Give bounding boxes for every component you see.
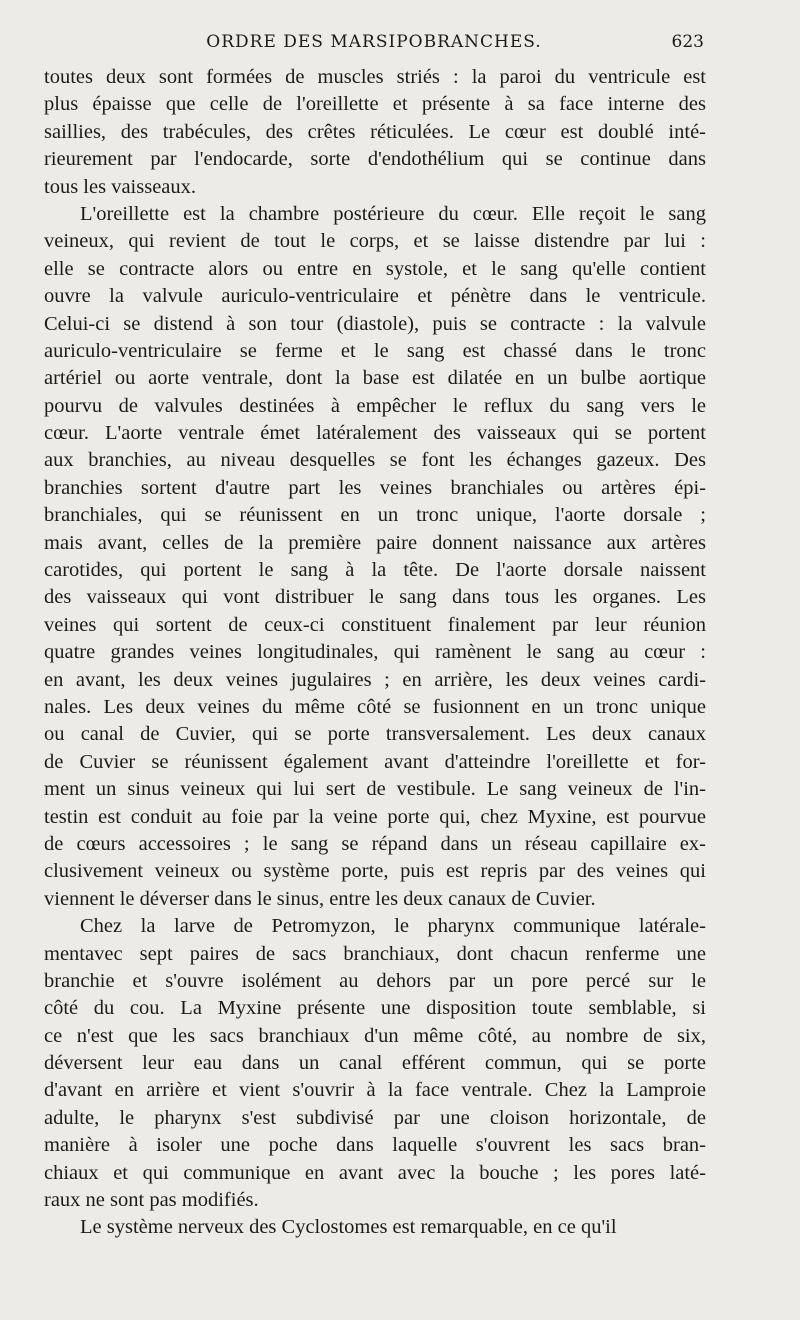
text-line: d'avant en arrière et vient s'ouvrir à la face ventrale. Chez la Lamproie	[44, 1079, 706, 1102]
running-title: ORDRE DES MARSIPOBRANCHES.	[206, 32, 542, 52]
paragraph	[44, 913, 706, 1214]
text-line: ouvre la valvule auriculo-ventriculaire et pénètre dans le ventricule.	[44, 285, 706, 308]
text-line: veines qui sortent de ceux-ci constituent finalement par leur réunion	[44, 613, 706, 636]
text-line: de cœurs accessoires ; le sang se répand dans un réseau capillaire ex-	[44, 832, 706, 855]
text-line: branchie et s'ouvre isolément au dehors par un pore percé sur le	[44, 969, 706, 992]
text-line: mentavec sept paires de sacs branchiaux, dont chacun renferme une	[44, 942, 706, 965]
body-text	[44, 64, 706, 1242]
text-line: ce n'est que les sacs branchiaux d'un même côté, au nombre de six,	[44, 1024, 706, 1047]
text-line: mais avant, celles de la première paire donnent naissance aux artères	[44, 531, 706, 554]
text-line: raux ne sont pas modifiés.	[44, 1189, 259, 1212]
text-line: déversent leur eau dans un canal efférent commun, qui se porte	[44, 1052, 706, 1075]
text-line: chiaux et qui communique en avant avec la bouche ; les pores laté-	[44, 1161, 706, 1184]
text-line: des vaisseaux qui vont distribuer le sang dans tous les organes. Les	[44, 586, 706, 609]
text-line: L'oreillette est la chambre postérieure du cœur. Elle reçoit le sang	[80, 202, 706, 225]
text-line: clusivement veineux ou système porte, puis est repris par des veines qui	[44, 860, 706, 883]
text-line: de Cuvier se réunissent également avant d'atteindre l'oreillette et for-	[44, 750, 706, 773]
text-line: toutes deux sont formées de muscles striés : la paroi du ventricule est	[44, 66, 706, 88]
text-line: viennent le déverser dans le sinus, entre les deux canaux de Cuvier.	[44, 887, 596, 910]
text-line: Chez la larve de Petromyzon, le pharynx communique latérale-	[80, 915, 706, 938]
text-line: ment un sinus veineux qui lui sert de vestibule. Le sang veineux de l'in-	[44, 778, 706, 801]
text-line: cœur. L'aorte ventrale émet latéralement des vaisseaux qui se portent	[44, 422, 706, 445]
text-line: plus épaisse que celle de l'oreillette et présente à sa face interne des	[44, 93, 706, 116]
text-line: nales. Les deux veines du même côté se fusionnent en un tronc unique	[44, 695, 706, 718]
text-line: quatre grandes veines longitudinales, qui ramènent le sang au cœur :	[44, 641, 706, 664]
page-header	[44, 30, 704, 54]
text-line: ou canal de Cuvier, qui se porte transversalement. Les deux canaux	[44, 723, 706, 746]
text-line: veineux, qui revient de tout le corps, et se laisse distendre par lui :	[44, 230, 706, 253]
text-line: Celui-ci se distend à son tour (diastole), puis se contracte : la valvule	[44, 312, 706, 335]
text-line: rieurement par l'endocarde, sorte d'endothélium qui se continue dans	[44, 148, 706, 171]
page-number: 623	[671, 32, 704, 52]
text-line: aux branchies, au niveau desquelles se font les échanges gazeux. Des	[44, 449, 706, 472]
paragraph	[44, 64, 706, 201]
paragraph	[44, 1214, 706, 1241]
text-line: manière à isoler une poche dans laquelle s'ouvrent les sacs bran-	[44, 1134, 706, 1157]
text-line: Le système nerveux des Cyclostomes est remarquable, en ce qu'il	[80, 1216, 617, 1239]
text-line: pourvu de valvules destinées à empêcher le reflux du sang vers le	[44, 394, 706, 417]
text-line: tous les vaisseaux.	[44, 175, 197, 198]
text-line: artériel ou aorte ventrale, dont la base est dilatée en un bulbe aortique	[44, 367, 706, 390]
text-line: branchiales, qui se réunissent en un tronc unique, l'aorte dorsale ;	[44, 504, 706, 527]
paragraph	[44, 201, 706, 913]
text-line: côté du cou. La Myxine présente une disposition toute semblable, si	[44, 997, 706, 1020]
text-line: en avant, les deux veines jugulaires ; en arrière, les deux veines cardi-	[44, 668, 706, 691]
text-line: auriculo-ventriculaire se ferme et le sang est chassé dans le tronc	[44, 339, 706, 362]
text-line: branchies sortent d'autre part les veines branchiales ou artères épi-	[44, 476, 706, 499]
text-line: elle se contracte alors ou entre en systole, et le sang qu'elle contient	[44, 257, 706, 280]
text-line: saillies, des trabécules, des crêtes réticulées. Le cœur est doublé inté-	[44, 120, 706, 143]
text-line: testin est conduit au foie par la veine porte qui, chez Myxine, est pourvue	[44, 805, 706, 828]
text-line: adulte, le pharynx s'est subdivisé par une cloison horizontale, de	[44, 1106, 706, 1129]
text-line: carotides, qui portent le sang à la tête. De l'aorte dorsale naissent	[44, 559, 706, 582]
